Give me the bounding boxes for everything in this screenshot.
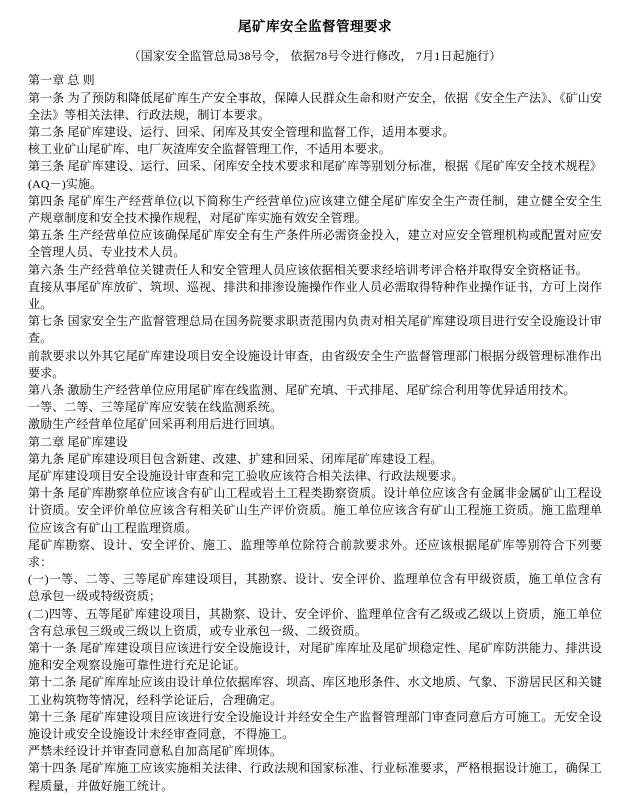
- paragraph: 尾矿库勘察、设计、安全评价、施工、监理等单位除符合前款要求外。还应该根据尾矿库等别符合下列要求：: [28, 537, 602, 570]
- paragraph: 第十一条 尾矿库建设项目应该进行安全设施设计，对尾矿库库址及尾矿坝稳定性、尾矿库防洪能力、排洪设施和安全观察设施可靠性进行充足论证。: [28, 641, 602, 673]
- paragraph: 激励生产经营单位尾矿回采再利用后进行回填。: [28, 417, 283, 432]
- paragraph: (二)四等、五等尾矿库建设项目，其勘察、设计、安全评价、监理单位含有乙级或乙级以上资质，施工单位含有总承包三级或三级以上资质，或专业承包一级、二级资质。: [28, 606, 602, 638]
- paragraph: 直接从事尾矿库放矿、筑坝、巡视、排洪和排渗设施操作作业人员必需取得特种作业操作证书，方可上岗作业。: [28, 279, 602, 311]
- paragraph: 第二章 尾矿库建设: [28, 434, 128, 449]
- paragraph: 前款要求以外其它尾矿库建设项目安全设施设计审查，由省级安全生产监督管理部门根据分级管理标准作出要求。: [28, 348, 602, 380]
- paragraph: 第五条 生产经营单位应该确保尾矿库安全有生产条件所必需资金投入，建立对应安全管理机构或配置对应安全管理人员、专业技术人员。: [28, 228, 602, 260]
- paragraph: 第十四条 尾矿库施工应该实施相关法律、行政法规和国家标准、行业标准要求，严格根据设计施工，确保工程质量，并做好施工统计。: [28, 761, 602, 793]
- paragraph: 第八条 激励生产经营单位应用尾矿库在线监测、尾矿充填、干式排尾、尾矿综合利用等优异适用技术。: [28, 383, 576, 397]
- document-subtitle: （国家安全监管总局38号令， 依据78号令进行修改， 7月1日起施行）: [128, 48, 502, 63]
- paragraph: 第一章 总 则: [28, 73, 95, 88]
- paragraph: 核工业矿山尾矿库、电厂灰渣库安全监督管理工作，不适用本要求。: [28, 142, 392, 157]
- paragraph: 尾矿库建设项目安全设施设计审查和完工验收应该符合相关法律、行政法规要求。: [28, 469, 464, 484]
- paragraph: 第十二条 尾矿库库址应该由设计单位依据库容、坝高、库区地形条件、水文地质、气象、下游居民区和关键工业构筑物等情况，经科学论证后，合理确定。: [28, 675, 602, 707]
- paragraph: 第十三条 尾矿库建设项目应该进行安全设施设计并经安全生产监督管理部门审查同意后方可施工。无安全设施设计或安全设施设计未经审查同意，不得施工。: [28, 709, 602, 742]
- paragraph: 第七条 国家安全生产监督管理总局在国务院要求职责范围内负责对相关尾矿库建设项目进行安全设施设计审查。: [28, 314, 602, 346]
- paragraph: 第二条 尾矿库建设、运行、回采、闭库及其安全管理和监督工作，适用本要求。: [28, 124, 455, 139]
- paragraph: 第九条 尾矿库建设项目包含新建、改建、扩建和回采、闭库尾矿库建设工程。: [28, 451, 443, 466]
- paragraph: 第一条 为了预防和降低尾矿库生产安全事故，保障人民群众生命和财产安全，依据《安全生产法》、《矿山安全法》等相关法律、行政法规，制订本要求。: [28, 90, 602, 122]
- paragraph: 第六条 生产经营单位关键责任人和安全管理人员应该依据相关要求经培训考评合格并取得安全资格证书。: [28, 262, 588, 277]
- paragraph: 严禁未经设计并审查同意私自加高尾矿库坝体。: [28, 744, 283, 759]
- paragraph: 第四条 尾矿库生产经营单位(以下简称生产经营单位)应该建立健全尾矿库安全生产责任制，建立健全安全生产规章制度和安全技术操作规程，对尾矿库实施有效安全管理。: [28, 193, 602, 225]
- paragraph: 第三条 尾矿库建设、运行、回采、闭库安全技术要求和尾矿库等别划分标准，根据《尾矿库安全技术规程》(AQ－)实施。: [28, 159, 602, 191]
- paragraph: 第十条 尾矿库勘察单位应该含有矿山工程或岩土工程类勘察资质。设计单位应该含有金属非金属矿山工程设计资质。安全评价单位应该含有相关矿山生产评价资质。施工单位应该含有矿山工程施工资质。施工监理单位应该含有矿山工程监理资质。: [28, 486, 602, 535]
- paragraph: 一等、二等、三等尾矿库应安装在线监测系统。: [28, 400, 283, 415]
- paragraph: (一)一等、二等、三等尾矿库建设项目，其勘察、设计、安全评价、监理单位含有甲级资质，施工单位含有总承包一级或特级资质；: [28, 572, 602, 604]
- page-title: 尾矿库安全监督管理要求: [238, 19, 392, 34]
- document-body: [28, 72, 602, 795]
